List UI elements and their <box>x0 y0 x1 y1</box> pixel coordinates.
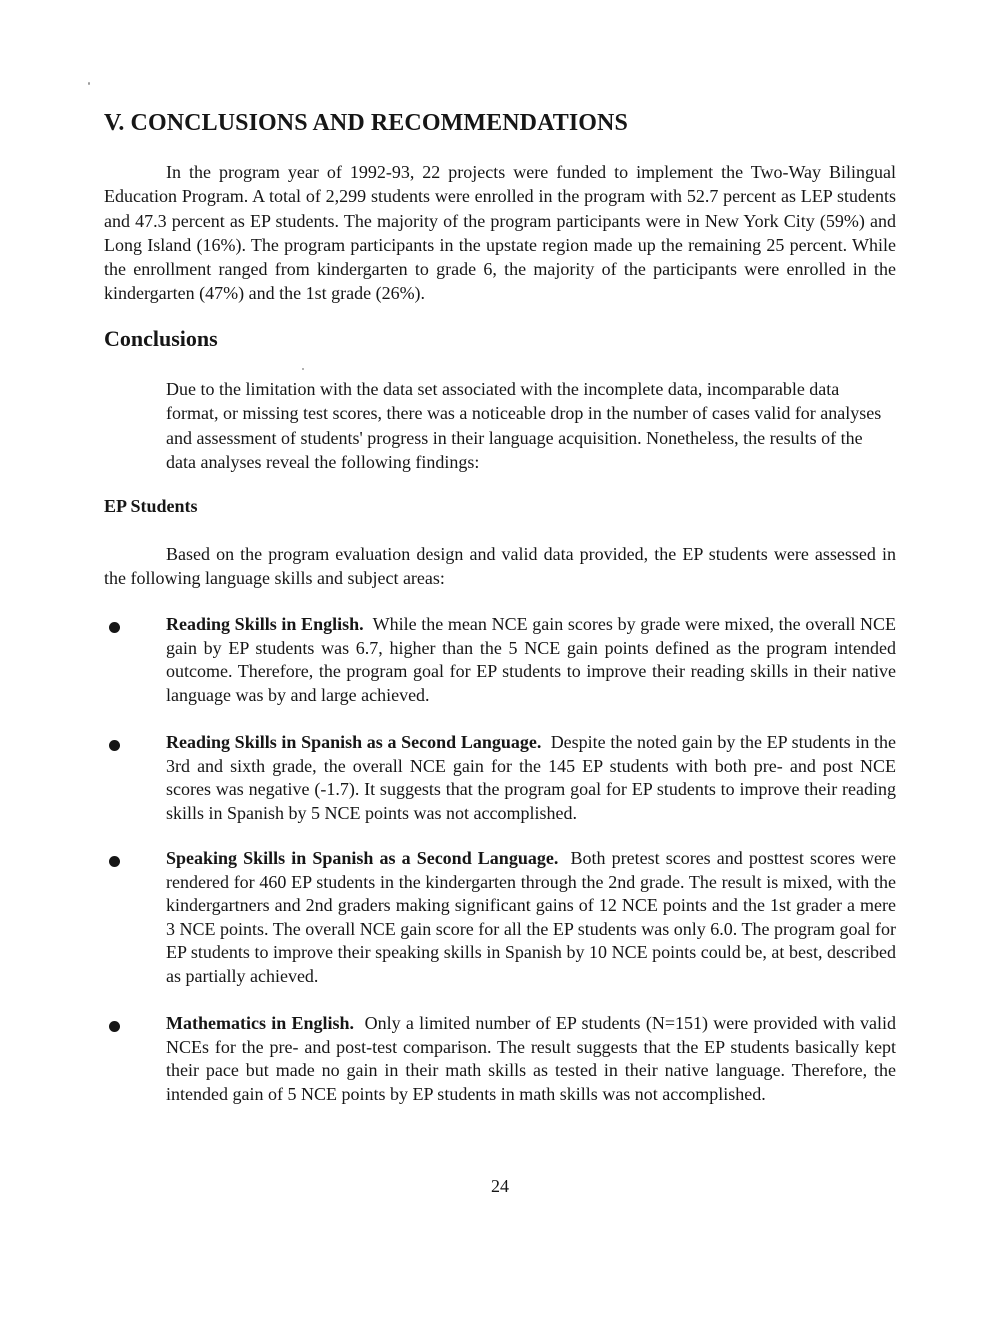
finding-item <box>104 847 896 988</box>
finding-text <box>166 613 896 707</box>
scan-speck <box>302 368 304 370</box>
finding-title: Reading Skills in English. <box>166 614 364 634</box>
finding-title: Mathematics in English. <box>166 1013 355 1033</box>
finding-body: Both pretest scores and posttest scores were rendered for 460 EP students in the kindergarten through the 2nd grade. The result is mixed, with the kindergartners and 2nd graders making significant gains of 12 NCE points and the 1st grader a mere 3 NCE points. The overall NCE gain score for all the EP students was only 6.0. The program goal for EP students to improve their speaking skills in Spanish by 10 NCE points could be, at best, described as partially achieved. <box>166 848 897 986</box>
finding-item <box>104 731 896 825</box>
bullet-icon <box>109 740 120 751</box>
bullet-icon <box>109 1021 120 1032</box>
bullet-icon <box>109 856 120 867</box>
finding-item <box>104 613 896 707</box>
scan-speck <box>88 82 90 85</box>
page-number: 24 <box>491 1176 509 1196</box>
conclusions-heading: Conclusions <box>104 326 218 351</box>
finding-title: Speaking Skills in Spanish as a Second Language. <box>166 848 559 868</box>
finding-title: Reading Skills in Spanish as a Second Language. <box>166 732 542 752</box>
intro-paragraph: In the program year of 1992-93, 22 projects were funded to implement the Two-Way Bilingual Education Program. A total of 2,299 students were enrolled in the program with 52.7 percent as LEP students and 47.3 percent as EP students. The majority of the program participants were in New York City (59%) and Long Island (16%). The program participants in the upstate region made up the remaining 25 percent. While the enrollment ranged from kindergarten to grade 6, the majority of the participants were enrolled in the kindergarten (47%) and the 1st grade (26%). <box>104 162 896 304</box>
finding-body: While the mean NCE gain scores by grade were mixed, the overall NCE gain by EP students was 6.7, higher than the 5 NCE gain points defined as the program intended outcome. Therefore, the program goal for EP students to improve their reading skills in their native language was by and large achieved. <box>166 614 896 705</box>
finding-text <box>166 847 896 988</box>
bullet-icon <box>109 622 120 633</box>
conclusions-paragraph: Due to the limitation with the data set associated with the incomplete data, incomparable data format, or missing test scores, there was a noticeable drop in the number of cases valid for analyses and assessment of students' progress in their language acquisition. Nonetheless, the results of the data analyses reveal the following findings: <box>166 379 882 472</box>
ep-students-heading: EP Students <box>104 496 198 516</box>
section-heading: V. CONCLUSIONS AND RECOMMENDATIONS <box>104 110 628 136</box>
finding-item <box>104 1012 896 1106</box>
finding-text <box>166 1012 896 1106</box>
finding-text <box>166 731 896 825</box>
ep-students-intro: Based on the program evaluation design and valid data provided, the EP students were assessed in the following language skills and subject areas: <box>104 544 896 588</box>
finding-body: Only a limited number of EP students (N=151) were provided with valid NCEs for the pre- and post-test comparison. The result suggests that the EP students basically kept their pace but made no gain in their math skills as tested in their native language. Therefore, the intended gain of 5 NCE points by EP students in math skills was not accomplished. <box>166 1013 896 1104</box>
finding-body: Despite the noted gain by the EP students in the 3rd and sixth grade, the overall NCE gain for the 145 EP students with both pre- and post NCE scores was negative (-1.7). It suggests that the program goal for EP students to improve their reading skills in Spanish by 5 NCE points was not accomplished. <box>166 732 897 823</box>
